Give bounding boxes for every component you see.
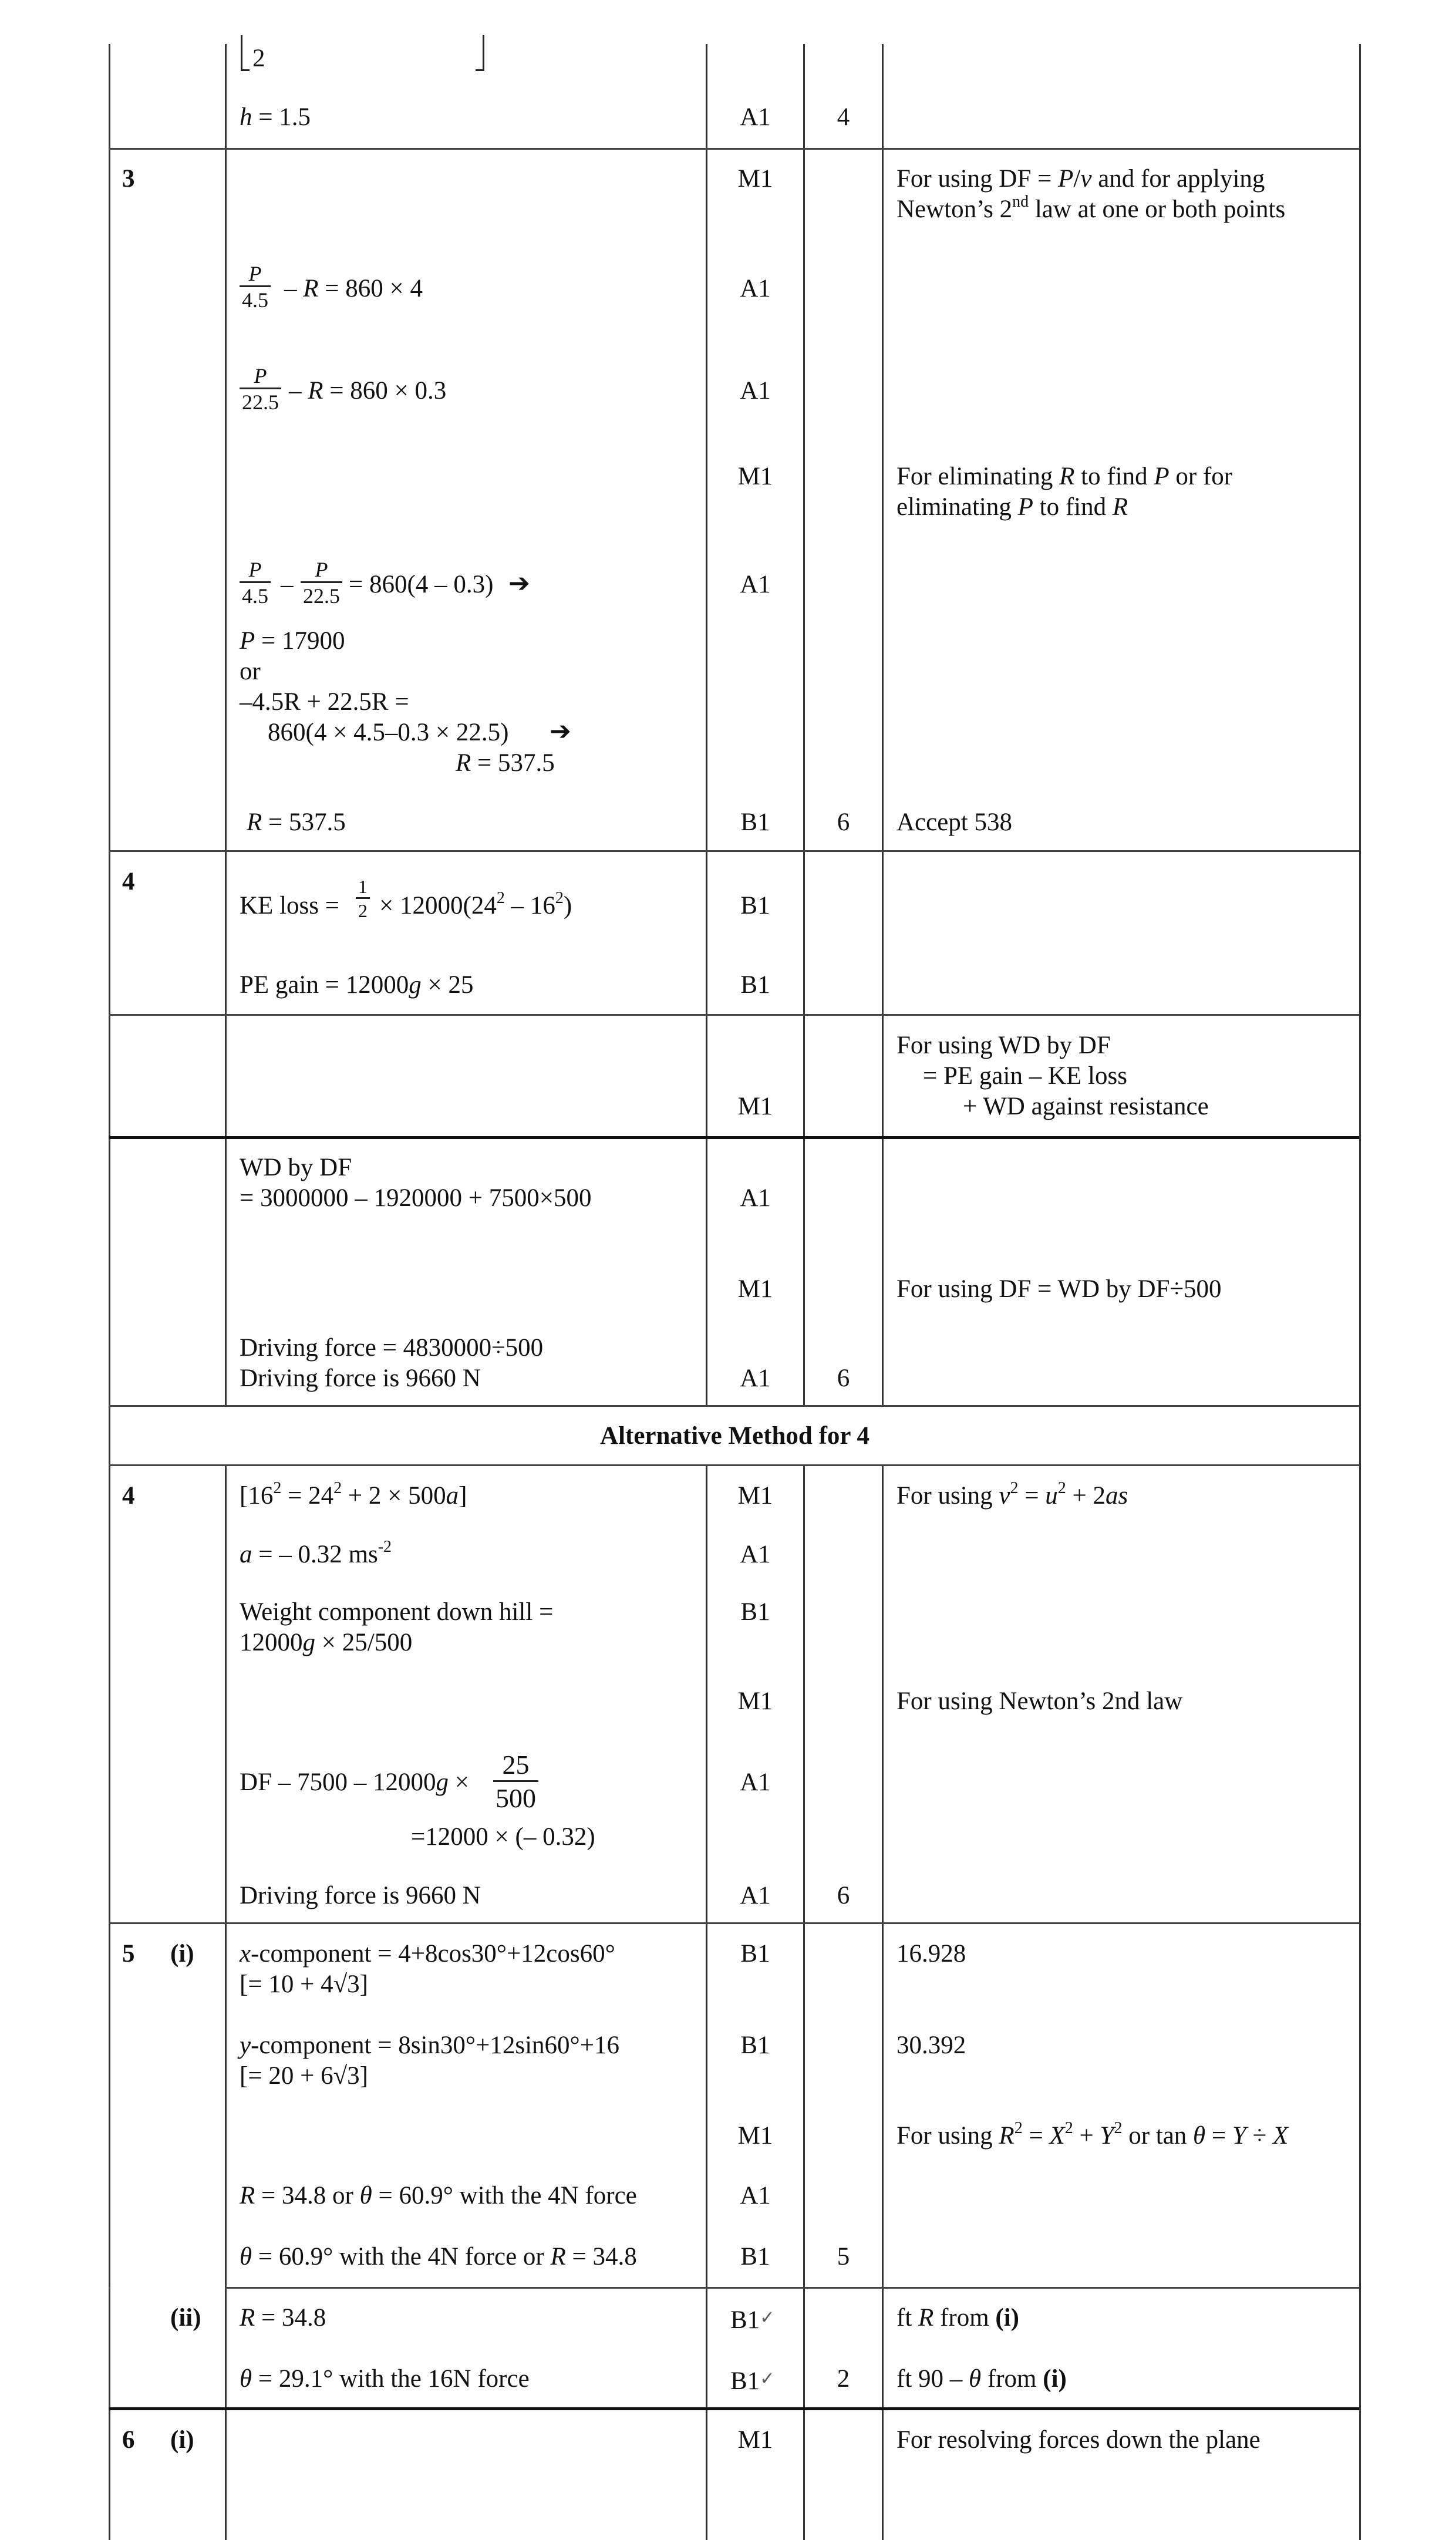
mark: B1 [740,2243,770,2270]
alternative-method-heading: Alternative Method for 4 [600,1422,869,1450]
matrix-bracket-left [241,35,250,71]
mark: M1 [737,2122,773,2150]
weight-component: 12000g × 25/500 [240,1629,413,1656]
alt-equation: –4.5R + 22.5R = [240,688,409,716]
driving-force: Driving force = 4830000÷500 [240,1334,544,1362]
row-line [109,148,1359,150]
mark: M1 [737,463,773,490]
mark: A1 [740,377,771,405]
note: 16.928 [896,1940,966,1968]
alt-equation: 860(4 × 4.5–0.3 × 22.5) [268,719,509,746]
note: = PE gain – KE loss [923,1062,1127,1090]
equation: – R = 860 × 4 [284,275,423,302]
total-marks: 5 [837,2243,850,2270]
resultant: R = 34.8 [240,2304,326,2332]
implies-arrow-icon: ➔ [550,716,571,746]
fraction: $\frac{P}{22.5}$ [240,364,281,414]
note: For eliminating R to find P or for [896,463,1233,490]
row-line [109,1464,1359,1466]
question-number: 4 [122,868,135,895]
implies-arrow-icon: ➔ [508,568,530,598]
wd-by-df: = 3000000 – 1920000 + 7500×500 [240,1184,592,1212]
mark: M1 [737,1275,773,1303]
note: For using Newton’s 2nd law [896,1687,1183,1715]
driving-force: Driving force is 9660 N [240,1365,481,1392]
total-marks: 2 [837,2365,850,2393]
note: For resolving forces down the plane [896,2426,1260,2454]
row-line [109,1136,1359,1139]
question-number: 3 [122,165,135,193]
mark: A1 [740,1184,771,1212]
angle-line: θ = 60.9° with the 4N force or R = 34.8 [240,2243,637,2270]
mark: B1 [740,809,770,836]
weight-component: Weight component down hill = [240,1598,554,1626]
follow-through-tick-icon: ✓ [760,2307,775,2328]
mark: B1 [740,971,770,999]
note: ft 90 – θ from (i) [896,2365,1067,2393]
note: ft R from (i) [896,2304,1019,2332]
col-line-2 [225,44,227,2540]
mark: M1 [737,1482,773,1510]
newton-equation: DF – 7500 – 12000g × [240,1768,469,1796]
fraction: $\frac{P}{22.5}$ [301,558,342,608]
p-value: P = 17900 [240,627,345,655]
mark: A1 [740,1541,771,1568]
total-marks: 6 [837,1882,850,1909]
mark: A1 [740,1768,771,1796]
mark: B1 [740,1598,770,1626]
driving-force: Driving force is 9660 N [240,1882,481,1909]
row-line [109,850,1359,852]
fraction: $\frac{P}{4.5}$ [240,558,271,608]
note: + WD against resistance [963,1093,1209,1120]
resultant-line: R = 34.8 or θ = 60.9° with the 4N force [240,2182,637,2209]
col-line-1 [109,44,110,2540]
bracket-value: 2 [252,45,265,72]
ke-loss: KE loss = [240,892,339,919]
or-text: or [240,658,261,685]
mark: A1 [740,571,771,598]
question-number: 5 [122,1940,135,1968]
mark: A1 [740,1882,771,1909]
y-component-exact: [= 20 + 6√3] [240,2062,368,2090]
row-line [109,2287,1359,2289]
alt-result: R = 537.5 [456,749,555,777]
note: 30.392 [896,2032,966,2059]
acceleration: a = – 0.32 $ms^{-2}$ [240,1538,392,1568]
row-line [109,2407,1359,2410]
col-line-4 [803,44,805,2540]
mark: B1 [740,1940,770,1968]
ke-loss-expression: × $12000(24^2 - 16^2)$ [379,889,572,919]
mark: A1 [740,275,771,302]
total-marks: 4 [837,103,850,131]
note: For using $v^2 = u^2 + 2as$ [896,1479,1128,1510]
total-marks: 6 [837,809,850,836]
mark: A1 [740,103,771,131]
part-label: (ii) [170,2304,201,2332]
note: Accept 538 [896,809,1013,836]
pe-gain: PE gain = 12000g × 25 [240,971,474,999]
x-component: x-component = 4+8cos30°+12cos60° [240,1940,615,1968]
total-marks: 6 [837,1365,850,1392]
r-result: R = 537.5 [247,809,346,836]
mark: B1✓ [730,2306,775,2334]
h-result: h = 1.5 [240,103,311,131]
question-number: 6 [122,2426,135,2454]
mark: B1 [740,892,770,919]
note: For using $R^2 = X^2 + Y^2$ or tan θ = Y ÷ X [896,2119,1289,2150]
part-label: (i) [170,2426,194,2454]
note: For using WD by DF [896,1032,1111,1059]
mark: A1 [740,1365,771,1392]
mark: M1 [737,2426,773,2454]
mark: M1 [737,165,773,193]
row-line [109,1922,1359,1924]
fraction: $\frac{P}{4.5}$ [240,262,271,312]
col-line-5 [882,44,884,2540]
note: For using DF = WD by DF÷500 [896,1275,1222,1303]
mark: B1✓ [730,2367,775,2395]
newton-equation-rhs: =12000 × (– 0.32) [411,1823,595,1851]
y-component: y-component = 8sin30°+12sin60°+16 [240,2032,619,2059]
mark: M1 [737,1687,773,1715]
note: eliminating P to find R [896,493,1128,521]
mark: B1 [740,2032,770,2059]
equation: $[16^2 = 24^2 + 2 \times 500a]$ [240,1479,467,1510]
x-component-exact: [= 10 + 4√3] [240,1970,368,1998]
wd-by-df: WD by DF [240,1154,352,1181]
col-line-6 [1359,44,1361,2540]
row-gap [110,2286,225,2290]
note: For using DF = P/v and for applying [896,165,1265,193]
part-label: (i) [170,1940,194,1968]
mark: M1 [737,1093,773,1120]
fraction: $\frac{25}{500}$ [493,1750,538,1814]
minus: – [281,571,294,598]
equation: = 860(4 – 0.3) [349,571,494,598]
equation: – R = 860 × 0.3 [289,377,447,405]
note: Newton’s 2nd law at one or both points [896,193,1286,223]
angle: θ = 29.1° with the 16N force [240,2365,530,2393]
matrix-bracket-right [476,35,484,71]
row-line [109,1014,1359,1016]
fraction: $\frac{1}{2}$ [356,876,370,921]
follow-through-tick-icon: ✓ [760,2369,775,2389]
mark: A1 [740,2182,771,2209]
question-number: 4 [122,1482,135,1510]
